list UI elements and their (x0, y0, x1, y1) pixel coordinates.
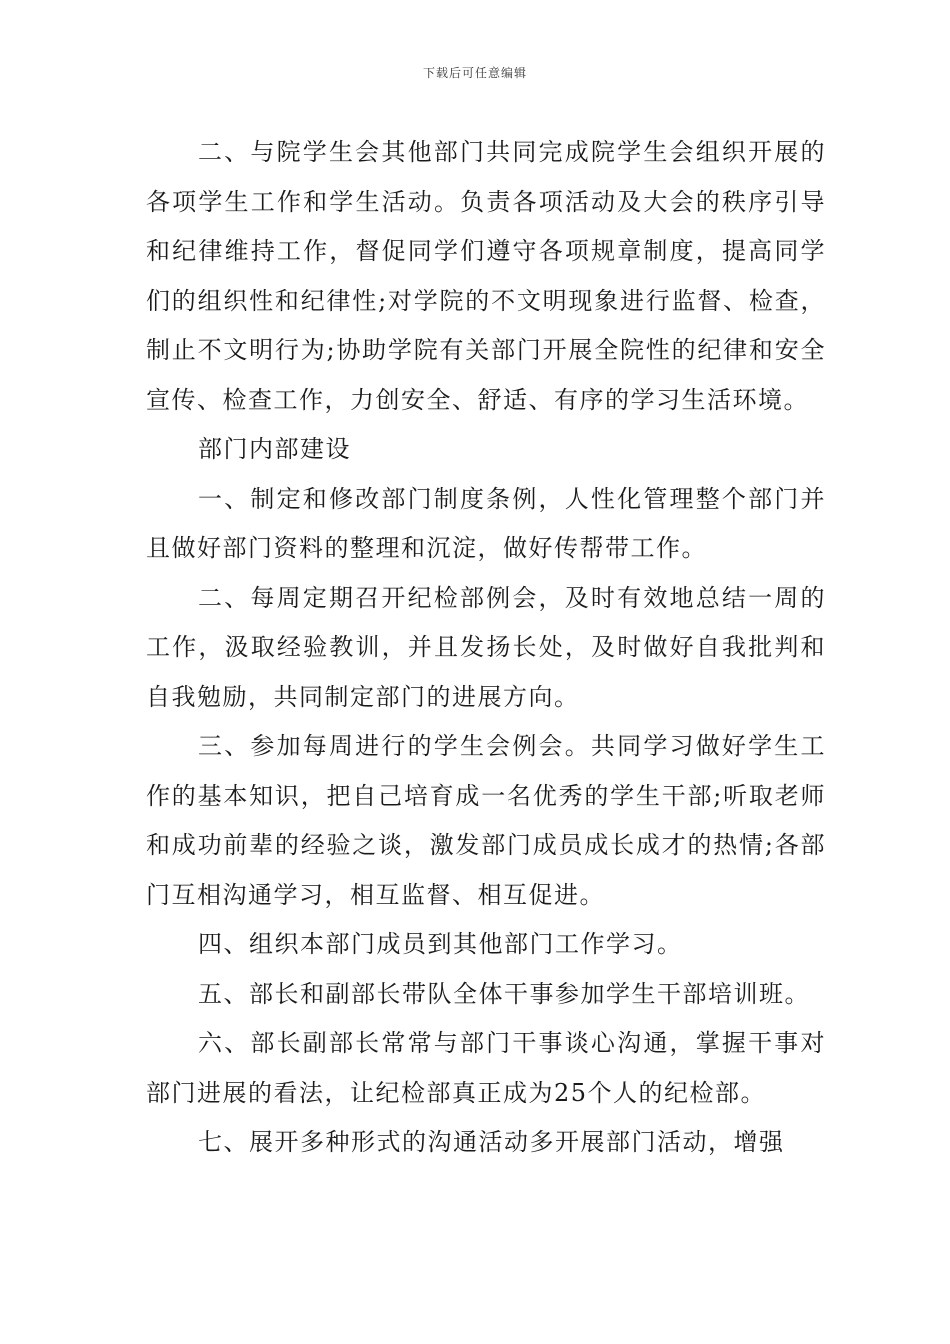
paragraph-item-7: 七、展开多种形式的沟通活动多开展部门活动，增强 (198, 1128, 785, 1156)
paragraph-duties-2: 二、与院学生会其他部门共同完成院学生会组织开展的各项学生工作和学生活动。负责各项活动及大会的秩序引导和纪律维持工作，督促同学们遵守各项规章制度，提高同学们的组织性和纪律性;对学院的不文明现象进行监督、检查，制止不文明行为;协助学院有关部门开展全院性的纪律和安全宣传、检查工作，力创安全、舒适、有序的学习生活环境。 (146, 138, 826, 414)
paragraph-item-3: 三、参加每周进行的学生会例会。共同学习做好学生工作的基本知识，把自己培育成一名优秀的学生干部;听取老师和成功前辈的经验之谈，激发部门成员成长成才的热情;各部门互相沟通学习，相互监督、相互促进。 (146, 732, 826, 909)
page-header: 下载后可任意编辑 (422, 66, 527, 80)
paragraph-item-1: 一、制定和修改部门制度条例，人性化管理整个部门并且做好部门资料的整理和沉淀，做好传帮带工作。 (146, 484, 826, 562)
paragraph-item-6: 六、部长副部长常常与部门干事谈心沟通，掌握干事对部门进展的看法，让纪检部真正成为25个人的纪检部。 (146, 1029, 826, 1107)
paragraph-item-5: 五、部长和副部长带队全体干事参加学生干部培训班。 (198, 979, 810, 1008)
document-body (146, 128, 826, 1168)
paragraph-item-4: 四、组织本部门成员到其他部门工作学习。 (198, 930, 683, 958)
section-heading-internal-building: 部门内部建设 (198, 435, 351, 463)
paragraph-item-2: 二、每周定期召开纪检部例会，及时有效地总结一周的工作，汲取经验教训，并且发扬长处，及时做好自我批判和自我勉励，共同制定部门的进展方向。 (146, 583, 826, 711)
